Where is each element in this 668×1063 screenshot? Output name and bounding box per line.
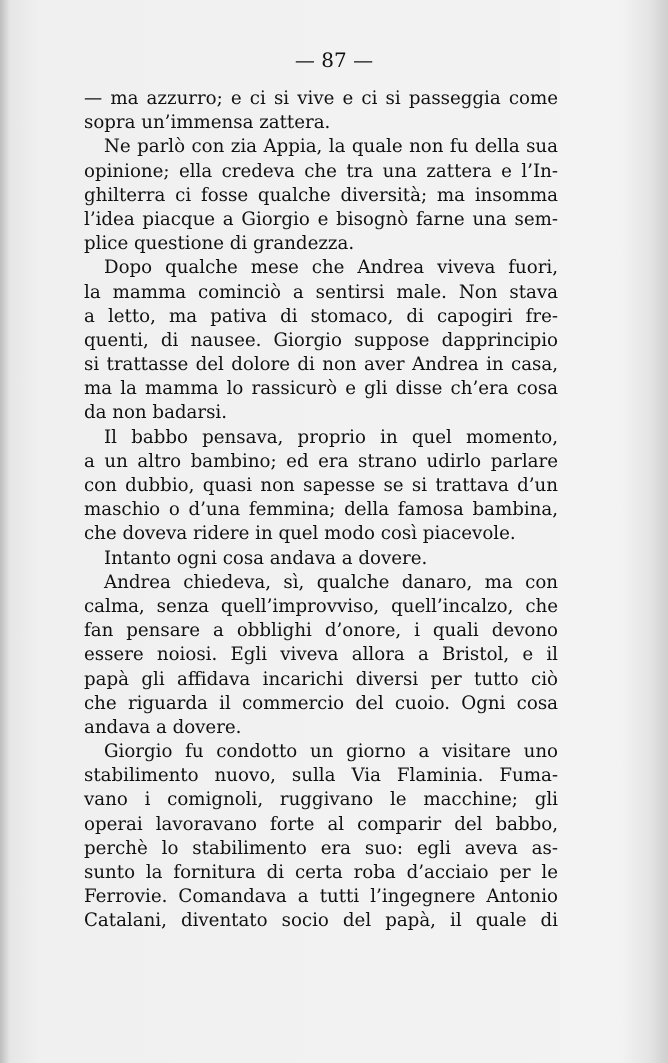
text-line: con dubbio, quasi non sapesse se si trattava d’un bbox=[84, 475, 558, 496]
text-line: ma la mamma lo rassicurò e gli disse ch’era cosa bbox=[84, 378, 558, 400]
text-line: si trattasse del dolore di non aver Andrea in casa, bbox=[84, 354, 558, 376]
text-line: vano i comignoli, ruggivano le macchine; gli bbox=[84, 789, 558, 811]
text-line: operai lavoravano forte al comparir del babbo, bbox=[84, 813, 558, 835]
text-line: Giorgio fu condotto un giorno a visitare uno bbox=[104, 741, 558, 763]
text-line: quenti, di nausee. Giorgio suppose dapprincipio bbox=[84, 329, 558, 351]
text-line: a letto, ma pativa di stomaco, di capogiri fre- bbox=[84, 305, 558, 327]
body-text bbox=[84, 87, 558, 934]
text-line: la mamma cominciò a sentirsi male. Non stava bbox=[84, 281, 558, 303]
text-line: Andrea chiedeva, sì, qualche danaro, ma con bbox=[104, 571, 558, 593]
text-line: essere noiosi. Egli viveva allora a Bristol, e il bbox=[84, 644, 558, 666]
text-line: l’idea piacque a Giorgio e bisognò farne una sem- bbox=[84, 208, 558, 230]
text-line: — ma azzurro; e ci si vive e ci si passeggia come bbox=[84, 88, 558, 109]
text-line: che riguarda il commercio del cuoio. Ogni cosa bbox=[84, 692, 558, 714]
text-line: andava a dovere. bbox=[84, 716, 242, 738]
text-line: Il babbo pensava, proprio in quel momento, bbox=[104, 426, 558, 448]
text-line: perchè lo stabilimento era suo: egli aveva as- bbox=[84, 837, 558, 859]
text-line: maschio o d’una femmina; della famosa bambina, bbox=[84, 499, 558, 521]
text-line: sunto la fornitura di certa roba d’acciaio per le bbox=[84, 862, 558, 883]
page-number: — 87 — bbox=[294, 48, 374, 72]
text-line: Intanto ogni cosa andava a dovere. bbox=[104, 547, 428, 569]
text-line: ghilterra ci fosse qualche diversità; ma insomma bbox=[84, 184, 558, 206]
text-line: da non badarsi. bbox=[84, 402, 228, 424]
text-line: che doveva ridere in quel modo così piacevole. bbox=[84, 523, 516, 545]
text-line: Ne parlò con zia Appia, la quale non fu della sua bbox=[104, 136, 558, 158]
text-line: stabilimento nuovo, sulla Via Flaminia. Fuma- bbox=[84, 765, 558, 787]
text-line: plice questione di grandezza. bbox=[84, 233, 355, 255]
text-line: papà gli affidava incarichi diversi per tutto ciò bbox=[84, 668, 558, 690]
text-line: fan pensare a obblighi d’onore, i quali devono bbox=[84, 620, 558, 642]
text-line: Dopo qualche mese che Andrea viveva fuori, bbox=[104, 257, 558, 279]
text-line: Ferrovie. Comandava a tutti l’ingegnere Antonio bbox=[84, 886, 558, 908]
text-line: opinione; ella credeva che tra una zattera e l’In- bbox=[84, 160, 558, 182]
text-line: Catalani, diventato socio del papà, il quale di bbox=[84, 910, 558, 932]
text-line: a un altro bambino; ed era strano udirlo parlare bbox=[84, 450, 558, 472]
text-line: calma, senza quell’improvviso, quell’incalzo, che bbox=[84, 595, 558, 617]
text-line: sopra un’immensa zattera. bbox=[84, 112, 331, 134]
